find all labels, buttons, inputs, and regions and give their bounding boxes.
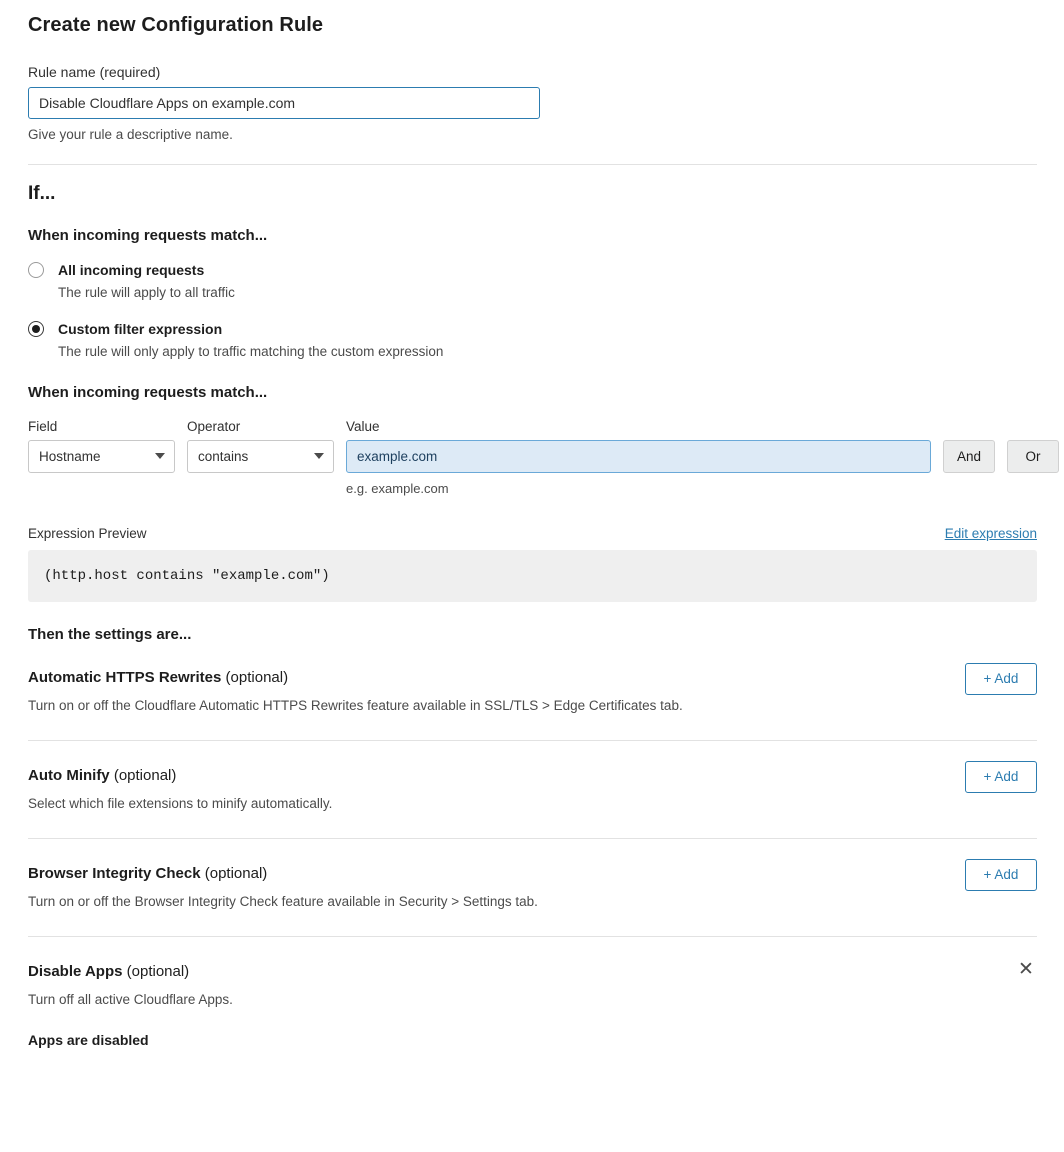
value-hint: e.g. example.com <box>346 480 449 496</box>
setting-optional: (optional) <box>113 766 177 784</box>
operator-select-value: contains <box>198 448 249 464</box>
radio-label-custom-filter: Custom filter expression <box>58 320 223 337</box>
if-heading: If... <box>28 183 56 204</box>
rule-name-label: Rule name (required) <box>28 64 161 80</box>
add-button[interactable]: + Add <box>965 663 1037 695</box>
add-button[interactable]: + Add <box>965 859 1037 891</box>
setting-name: Automatic HTTPS Rewrites <box>28 668 222 686</box>
section-divider <box>28 164 1037 165</box>
or-column <box>1007 419 1059 473</box>
chevron-down-icon <box>155 453 165 459</box>
setting-name: Auto Minify <box>28 766 110 784</box>
match-heading: When incoming requests match... <box>28 227 268 244</box>
or-button[interactable]: Or <box>1007 440 1059 473</box>
chevron-down-icon <box>314 453 324 459</box>
operator-select[interactable] <box>187 440 334 473</box>
setting-name: Browser Integrity Check <box>28 864 201 882</box>
rule-name-input[interactable] <box>28 87 540 119</box>
close-icon[interactable]: ✕ <box>1015 959 1037 981</box>
setting-auto-minify <box>28 741 1037 811</box>
value-input[interactable] <box>346 440 931 473</box>
add-button[interactable]: + Add <box>965 761 1037 793</box>
expression-header <box>28 526 1037 541</box>
operator-label: Operator <box>187 418 241 434</box>
or-spacer <box>1007 419 1059 434</box>
value-label: Value <box>346 418 380 434</box>
field-label: Field <box>28 418 58 434</box>
setting-description: Turn on or off the Browser Integrity Check feature available in Security > Settings tab. <box>28 893 538 909</box>
rule-name-help: Give your rule a descriptive name. <box>28 127 233 142</box>
radio-option-all-requests[interactable] <box>28 260 1036 303</box>
setting-title <box>28 669 1037 686</box>
status-badge: Apps are disabled <box>28 1031 149 1048</box>
setting-optional: (optional) <box>126 962 190 980</box>
setting-description: Select which file extensions to minify automatically. <box>28 795 333 811</box>
setting-title <box>28 963 1037 980</box>
and-column <box>943 419 995 473</box>
radio-icon-all-requests[interactable] <box>28 262 44 278</box>
edit-expression-link[interactable]: Edit expression <box>944 525 1037 541</box>
and-spacer <box>943 419 995 434</box>
setting-optional: (optional) <box>225 668 289 686</box>
and-button[interactable]: And <box>943 440 995 473</box>
filter-heading: When incoming requests match... <box>28 383 268 401</box>
field-select[interactable] <box>28 440 175 473</box>
field-select-value: Hostname <box>39 448 101 464</box>
setting-automatic-https-rewrites <box>28 643 1037 713</box>
filter-row <box>28 418 1041 496</box>
radio-option-custom-filter[interactable] <box>28 319 1036 362</box>
operator-column <box>187 419 334 473</box>
setting-description: Turn off all active Cloudflare Apps. <box>28 991 233 1007</box>
radio-icon-custom-filter[interactable] <box>28 321 44 337</box>
setting-description: Turn on or off the Cloudflare Automatic HTTPS Rewrites feature available in SSL/TLS > Edge Certificates tab. <box>28 697 683 713</box>
setting-name: Disable Apps <box>28 962 123 980</box>
field-column <box>28 419 175 473</box>
setting-disable-apps <box>28 937 1037 1048</box>
page-title: Create new Configuration Rule <box>28 14 324 36</box>
setting-title <box>28 865 1037 882</box>
radio-desc-custom-filter: The rule will only apply to traffic matching the custom expression <box>58 344 444 360</box>
radio-label-all-requests: All incoming requests <box>58 262 205 278</box>
expression-preview-label: Expression Preview <box>28 525 147 541</box>
radio-desc-all-requests: The rule will apply to all traffic <box>58 285 235 301</box>
value-column <box>346 419 931 496</box>
setting-title <box>28 767 1037 784</box>
then-heading: Then the settings are... <box>28 625 192 643</box>
setting-browser-integrity-check <box>28 839 1037 909</box>
expression-preview: (http.host contains "example.com") <box>28 550 1037 602</box>
setting-optional: (optional) <box>204 864 268 882</box>
